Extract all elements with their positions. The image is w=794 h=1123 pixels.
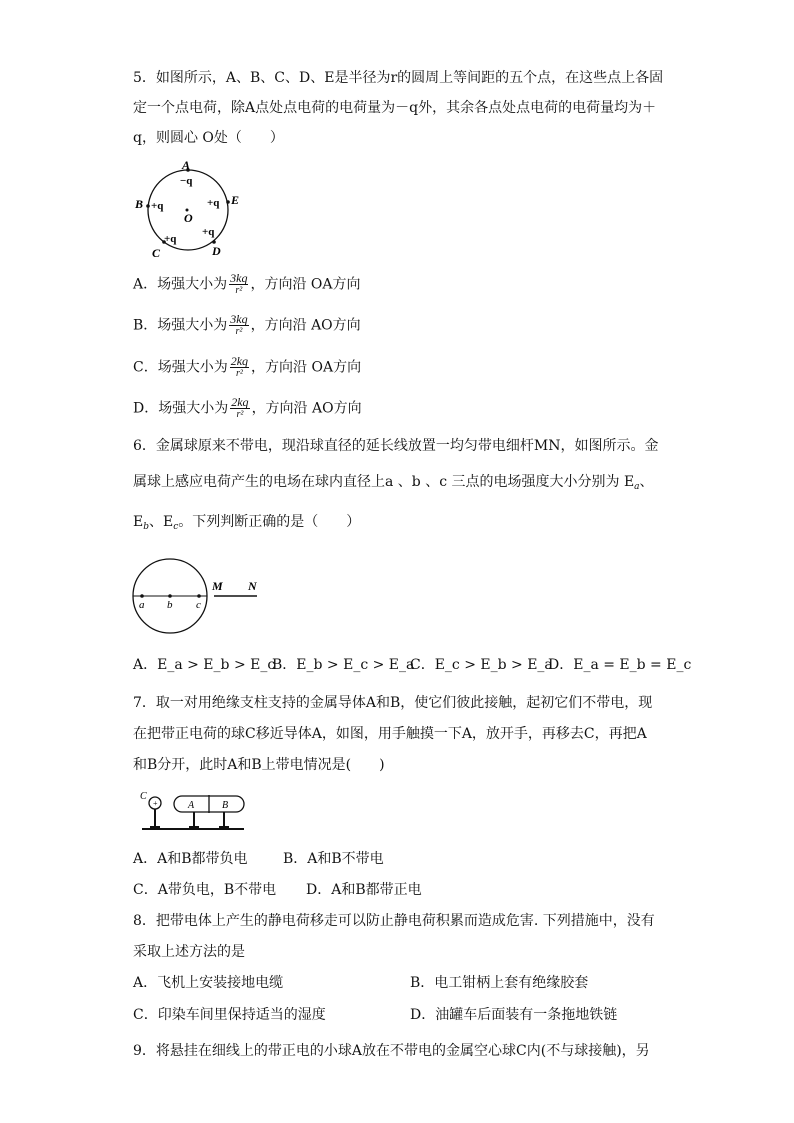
q5-label-c: C [152,246,161,260]
q5-charge-a: −q [180,175,193,187]
q5-charge-e: +q [207,197,220,209]
q6-line-2: 属球上感应电荷产生的电场在球内直径上a 、b 、c 三点的电场强度大小分别为 $E_a$、 [133,474,654,492]
q5-label-d: D [212,244,221,258]
q8-option-d[interactable]: D．油罐车后面装有一条拖地铁链 [410,1007,618,1023]
q5-option-b[interactable]: B．场强大小为 $\frac{3kq}{\text{r²}}$ ，方向沿 AO方向 [133,312,361,337]
q7-label-a: A [188,800,195,811]
q5-charge-c: +q [164,233,177,245]
q7-option-d[interactable]: D．A和B都带正电 [306,882,422,898]
q5-point-b [146,204,150,208]
q6-option-b[interactable]: B．E_b > E_c > E_a [272,657,415,673]
q5-label-o: O [184,211,193,225]
q5-line-3: q，则圆心 O处（ ） [133,130,284,146]
q8-line-2: 采取上述方法的是 [133,944,245,960]
q8-option-c[interactable]: C．印染车间里保持适当的湿度 [133,1007,326,1023]
q6-point-c [197,594,201,598]
q5-circle-figure [130,158,250,262]
q7-conductor-figure [138,790,248,836]
q5-line-2: 定一个点电荷，除A点处点电荷的电荷量为－q外，其余各点处点电荷的电荷量均为＋ [133,100,657,116]
q6-line-3: $E_b$、$E_c$。下列判断正确的是（ ） [133,514,361,532]
q6-label-b: b [167,599,173,611]
q7-line-3: 和B分开，此时A和B上带电情况是( ) [133,757,385,773]
q5-option-d[interactable]: D．场强大小为 $\frac{2kq}{\text{r²}}$ ，方向沿 AO方向 [133,395,362,420]
q7-option-c[interactable]: C．A带负电，B不带电 [133,882,277,898]
q7-option-b[interactable]: B．A和B不带电 [283,851,384,867]
q5-point-e [226,200,230,204]
q6-label-a: a [139,599,145,611]
q5-line-1: 5．如图所示，A、B、C、D、E是半径为r的圆周上等间距的五个点，在这些点上各固 [133,70,664,86]
fraction: $\frac{2kq}{\text{r²}}$ [230,354,249,379]
fraction: $\frac{3kq}{\text{r²}}$ [230,312,248,337]
q6-label-m: M [212,579,223,593]
q6-option-a[interactable]: A．E_a > E_b > E_c [133,657,276,673]
q6-option-d[interactable]: D．E_a = E_b = E_c [548,657,692,673]
q6-point-b [168,594,172,598]
q5-label-e: E [231,193,240,207]
q5-label-b: B [135,197,144,211]
q7-line-1: 7．取一对用绝缘支柱支持的金属导体A和B，使它们彼此接触，起初它们不带电，现 [133,695,653,711]
svg-text:+: + [153,799,158,808]
q6-sphere-figure [130,555,270,637]
q7-option-a[interactable]: A．A和B都带负电 [133,851,248,867]
q7-label-c: C [140,791,147,802]
q6-label-c: c [196,599,201,611]
q6-option-c[interactable]: C．E_c > E_b > E_a [410,657,553,673]
q5-charge-b: +q [151,200,164,212]
q7-line-2: 在把带正电荷的球C移近导体A，如图，用手触摸一下A，放开手，再移去C，再把A [133,726,647,742]
q8-option-b[interactable]: B．电工钳柄上套有绝缘胶套 [410,975,589,991]
q6-line-1: 6．金属球原来不带电，现沿球直径的延长线放置一均匀带电细杆MN，如图所示。金 [133,438,659,454]
fraction: $\frac{3kq}{\text{r²}}$ [230,271,248,296]
q8-line-1: 8．把带电体上产生的静电荷移走可以防止静电荷积累而造成危害. 下列措施中，没有 [133,913,655,929]
q7-label-b: B [222,800,229,811]
q5-option-c[interactable]: C．场强大小为 $\frac{2kq}{\text{r²}}$ ，方向沿 OA方向 [133,354,362,379]
q8-option-a[interactable]: A．飞机上安装接地电缆 [133,975,284,991]
q5-option-a[interactable]: A．场强大小为 $\frac{3kq}{\text{r²}}$ ，方向沿 OA方向 [133,271,361,296]
q5-label-a: A [182,158,191,172]
q9-line-1: 9．将悬挂在细线上的带正电的小球A放在不带电的金属空心球C内(不与球接触)，另 [133,1043,650,1059]
q6-point-a [140,594,144,598]
fraction: $\frac{2kq}{\text{r²}}$ [231,395,249,420]
q5-charge-d: +q [202,226,215,238]
q6-label-n: N [248,579,257,593]
